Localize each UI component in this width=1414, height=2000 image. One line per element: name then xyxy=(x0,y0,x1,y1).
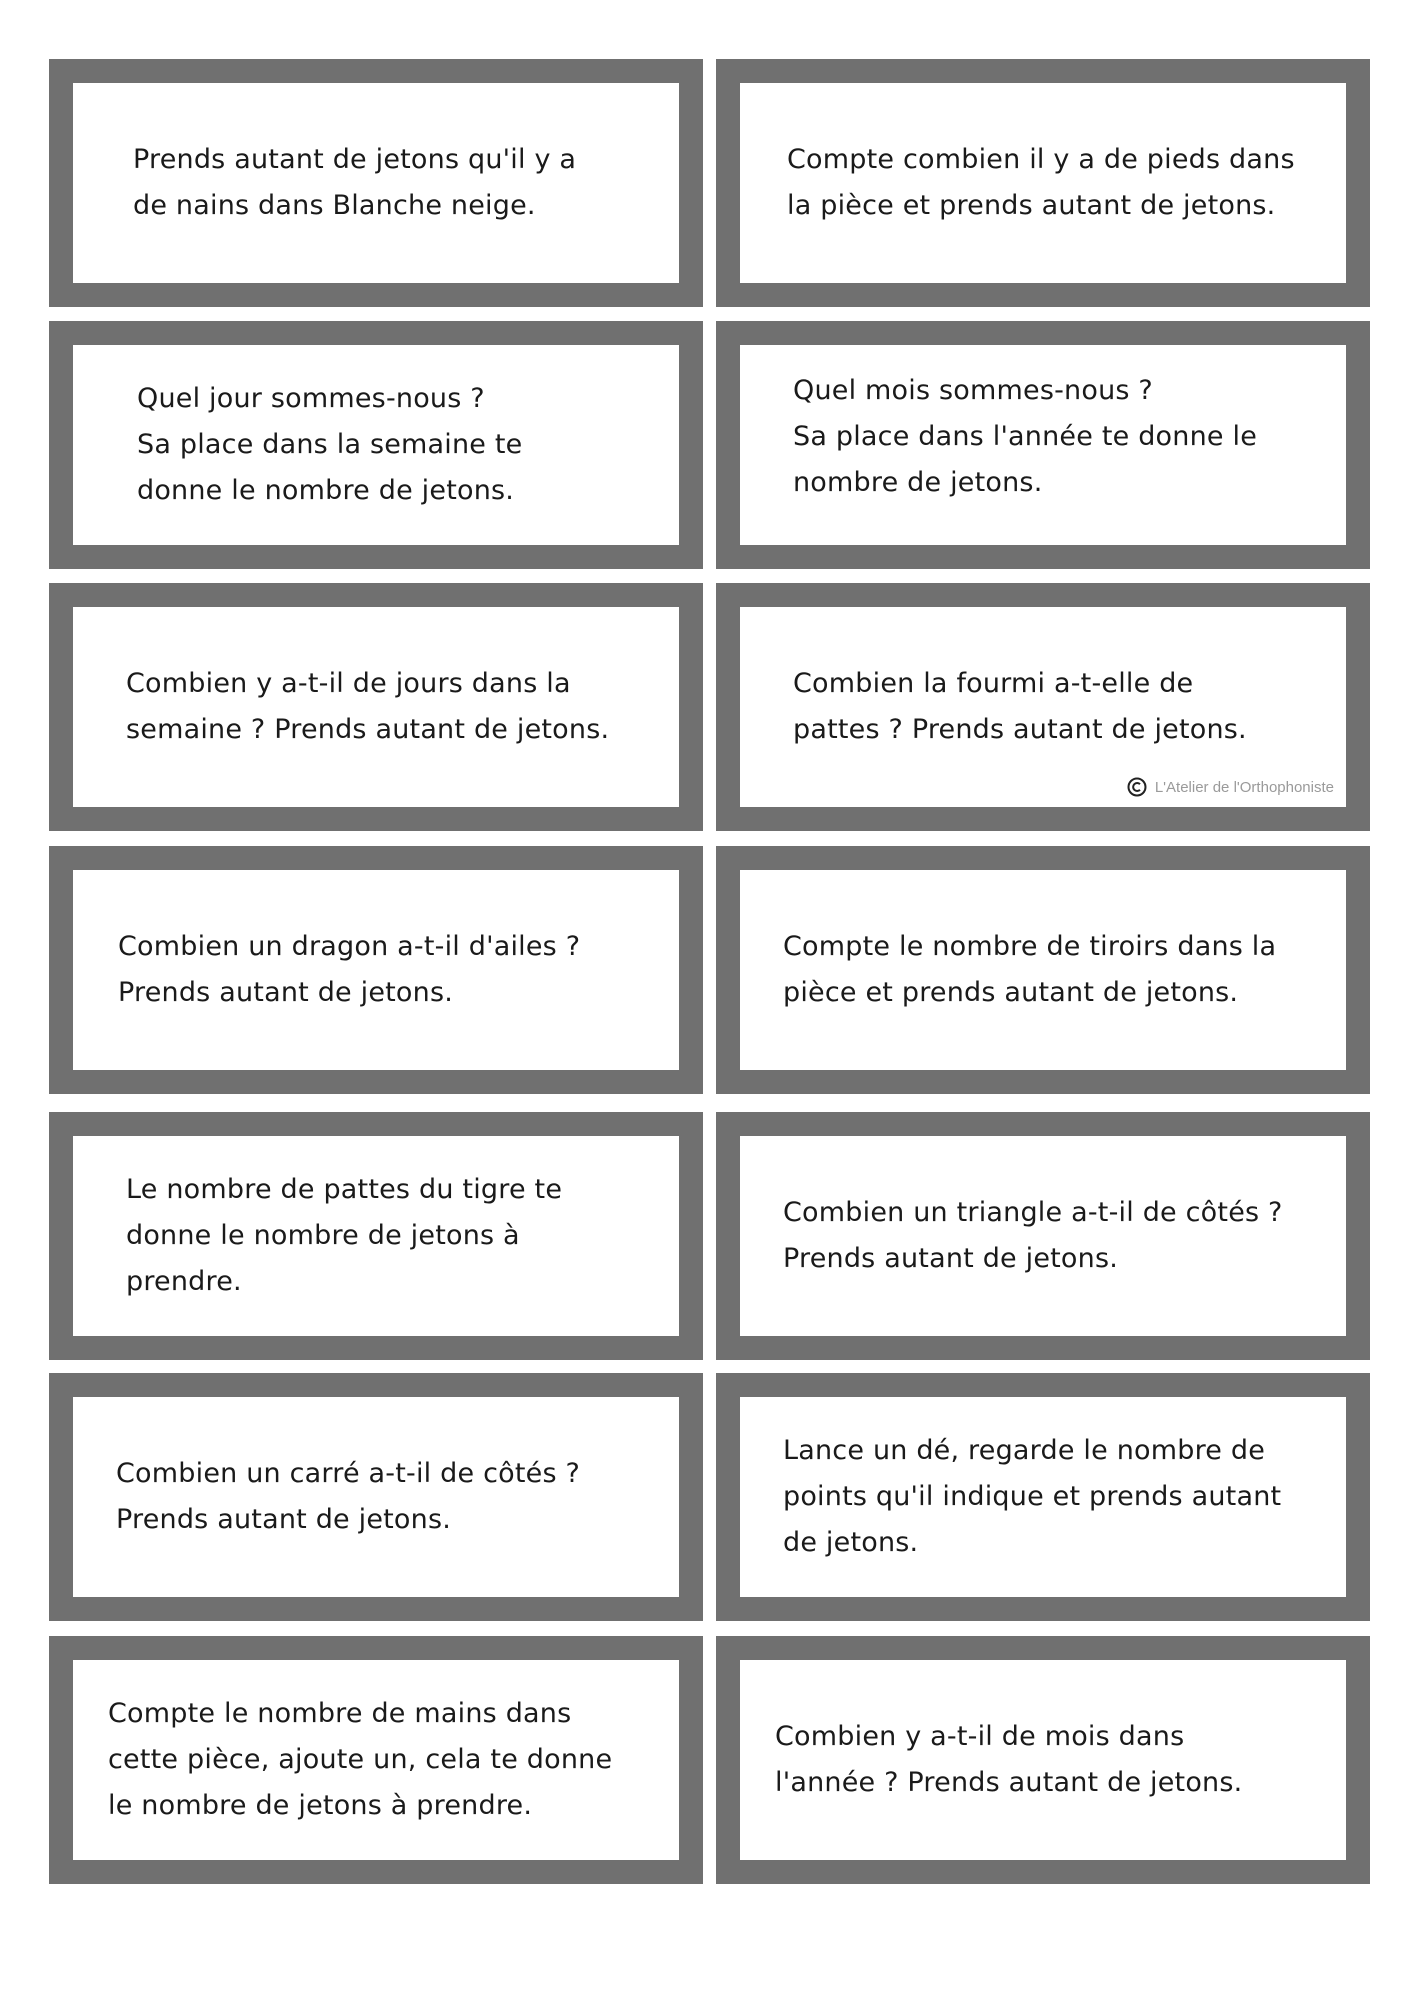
card-fourmi-pattes xyxy=(716,583,1370,831)
card-text: Combien un triangle a-t-il de côtés ? Prends autant de jetons. xyxy=(783,1197,1283,1274)
card-content xyxy=(740,607,1346,807)
card-tigre-pattes xyxy=(49,1112,703,1360)
card-content xyxy=(740,83,1346,283)
card-content xyxy=(73,607,679,807)
card-content xyxy=(73,1660,679,1860)
card-text: Lance un dé, regarde le nombre de points qu'il indique et prends autant de jetons. xyxy=(783,1435,1282,1558)
card-dragon-ailes xyxy=(49,846,703,1094)
card-content xyxy=(740,1397,1346,1597)
card-text: Compte le nombre de tiroirs dans la pièce et prends autant de jetons. xyxy=(783,931,1277,1008)
card-pieds-piece xyxy=(716,59,1370,307)
card-content xyxy=(740,870,1346,1070)
card-lance-de xyxy=(716,1373,1370,1621)
card-content xyxy=(73,1136,679,1336)
card-text: Combien un dragon a-t-il d'ailes ? Prends autant de jetons. xyxy=(118,931,581,1008)
card-content xyxy=(740,1136,1346,1336)
card-text: Combien y a-t-il de mois dans l'année ? Prends autant de jetons. xyxy=(775,1721,1243,1798)
card-mois-annee xyxy=(716,321,1370,569)
card-text: Prends autant de jetons qu'il y a de nains dans Blanche neige. xyxy=(133,144,577,221)
card-content xyxy=(73,1397,679,1597)
card-tiroirs-piece xyxy=(716,846,1370,1094)
card-nains-blanche-neige xyxy=(49,59,703,307)
card-content xyxy=(73,83,679,283)
card-mains-piece xyxy=(49,1636,703,1884)
card-content xyxy=(740,345,1346,545)
card-content xyxy=(740,1660,1346,1860)
card-text: Le nombre de pattes du tigre te donne le nombre de jetons à prendre. xyxy=(126,1174,563,1297)
card-content xyxy=(73,345,679,545)
card-text: Quel jour sommes-nous ? Sa place dans la semaine te donne le nombre de jetons. xyxy=(137,383,523,506)
card-text: Quel mois sommes-nous ? Sa place dans l'année te donne le nombre de jetons. xyxy=(793,375,1258,498)
card-text: Combien la fourmi a-t-elle de pattes ? Prends autant de jetons. xyxy=(793,668,1247,745)
card-text: Compte le nombre de mains dans cette pièce, ajoute un, cela te donne le nombre de jetons à prendre. xyxy=(108,1698,613,1821)
credit-text: L'Atelier de l'Orthophoniste xyxy=(1154,778,1334,796)
card-content xyxy=(73,870,679,1070)
card-mois-dans-annee xyxy=(716,1636,1370,1884)
card-jour-semaine xyxy=(49,321,703,569)
card-triangle-cotes xyxy=(716,1112,1370,1360)
card-jours-semaine xyxy=(49,583,703,831)
card-text: Compte combien il y a de pieds dans la pièce et prends autant de jetons. xyxy=(787,144,1295,221)
card-text: Combien y a-t-il de jours dans la semaine ? Prends autant de jetons. xyxy=(126,668,610,745)
copyright-icon xyxy=(1127,777,1147,797)
card-text: Combien un carré a-t-il de côtés ? Prends autant de jetons. xyxy=(116,1458,581,1535)
card-carre-cotes xyxy=(49,1373,703,1621)
credit xyxy=(1127,777,1334,797)
